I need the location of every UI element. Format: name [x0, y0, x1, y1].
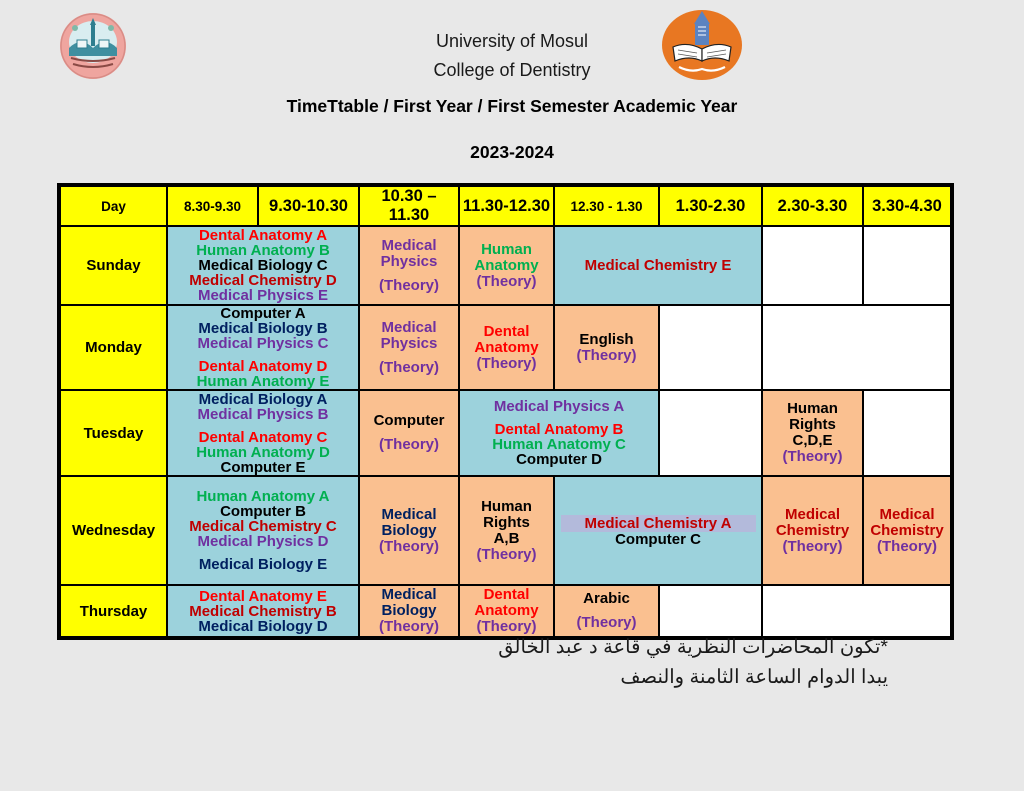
- timetable-row: [59, 305, 952, 390]
- course-line: Medical Physics B: [197, 405, 329, 423]
- course-line: Chemistry: [775, 521, 850, 539]
- course-line: (Theory): [576, 346, 637, 364]
- timetable-header-cell: 11.30-12.30: [459, 185, 554, 226]
- course-line: Computer E: [220, 458, 306, 476]
- timetable-header-cell: Day: [59, 185, 167, 226]
- course-line: Human Anatomy D: [196, 443, 330, 461]
- academic-year: 2023-2024: [470, 142, 554, 162]
- course-cell: [459, 305, 554, 390]
- course-line: (Theory): [782, 448, 843, 465]
- course-line: Human: [787, 400, 838, 417]
- course-line: Medical: [784, 505, 841, 523]
- timetable-header-cell: 8.30-9.30: [167, 185, 258, 226]
- course-cell: [863, 476, 952, 585]
- course-cell: [554, 585, 659, 638]
- course-line: A,B: [493, 529, 520, 547]
- course-cell: [459, 226, 554, 305]
- course-cell: [359, 390, 459, 476]
- day-cell: Wednesday: [59, 476, 167, 585]
- course-line: Human: [481, 497, 532, 515]
- course-line: Medical Biology D: [198, 617, 328, 635]
- timetable-header-cell: 12.30 - 1.30: [554, 185, 659, 226]
- course-line: Anatomy: [474, 602, 539, 619]
- course-line: Medical Chemistry D: [189, 272, 337, 289]
- course-line: Medical: [381, 236, 437, 254]
- course-cell: [762, 226, 863, 305]
- footnote-line-1: *تكون المحاضرات النظرية في قاعة د عبد الخالق: [498, 636, 888, 658]
- course-line: Human Anatomy E: [196, 373, 330, 390]
- course-line: Biology: [381, 521, 437, 539]
- university-name: University of Mosul: [435, 31, 589, 51]
- college-name: College of Dentistry: [433, 60, 591, 80]
- course-line: (Theory): [476, 354, 537, 372]
- course-cell: [762, 476, 863, 585]
- course-line: Medical Biology E: [198, 556, 328, 573]
- course-line: (Theory): [379, 537, 439, 555]
- course-line: (Theory): [379, 618, 439, 635]
- course-line: Chemistry: [870, 521, 944, 539]
- footnote: [498, 632, 888, 692]
- course-line: (Theory): [576, 614, 637, 631]
- course-line: Human: [481, 240, 532, 258]
- course-line: Medical: [381, 505, 437, 523]
- timetable-row: [59, 226, 952, 305]
- course-line: Medical: [381, 586, 437, 603]
- course-cell: [167, 226, 359, 305]
- course-line: (Theory): [379, 276, 439, 294]
- course-cell: [554, 305, 659, 390]
- course-line: Dental Anatomy D: [198, 358, 328, 375]
- day-cell: Monday: [59, 305, 167, 390]
- course-cell: [659, 585, 762, 638]
- course-cell: [359, 476, 459, 585]
- course-line: (Theory): [782, 537, 843, 555]
- course-line: Dental Anatomy A: [198, 227, 328, 244]
- course-cell: [459, 476, 554, 585]
- course-line: Rights: [789, 416, 836, 433]
- course-line: Medical Chemistry B: [189, 602, 337, 620]
- course-cell: [554, 226, 762, 305]
- course-line: Human Anatomy C: [492, 436, 626, 453]
- course-line: Computer D: [516, 451, 602, 468]
- course-line: Computer A: [220, 305, 306, 322]
- course-line: English: [579, 330, 634, 348]
- timetable: [57, 183, 954, 640]
- course-line: Computer C: [615, 530, 701, 548]
- course-line: Medical Physics A: [493, 398, 625, 415]
- course-line: Medical Chemistry E: [584, 257, 732, 274]
- course-line: Dental: [483, 586, 530, 603]
- course-cell: [762, 585, 952, 638]
- course-line: Dental Anatomy E: [199, 587, 327, 605]
- course-line: Medical Physics E: [197, 287, 329, 304]
- course-line: Physics: [380, 252, 438, 270]
- university-header: [0, 27, 1024, 85]
- course-line: Anatomy: [474, 338, 539, 356]
- course-line: Medical Biology A: [198, 390, 328, 408]
- timetable-header-row: [59, 185, 952, 226]
- course-line: Medical Biology C: [198, 257, 328, 274]
- course-line: Physics: [380, 334, 438, 352]
- course-line: Medical Physics C: [197, 335, 329, 352]
- timetable-row: [59, 390, 952, 476]
- footnote-line-2: يبدا الدوام الساعة الثامنة والنصف: [620, 666, 888, 688]
- course-cell: [167, 305, 359, 390]
- course-line: Computer B: [220, 503, 306, 520]
- course-line: (Theory): [476, 618, 537, 635]
- highlighted-course: Medical Chemistry A: [561, 515, 756, 532]
- course-line: Human Anatomy A: [196, 488, 330, 505]
- day-cell: Tuesday: [59, 390, 167, 476]
- course-line: Dental Anatomy B: [494, 421, 624, 438]
- timetable-row: [59, 476, 952, 585]
- course-line: (Theory): [877, 537, 937, 555]
- course-line: (Theory): [379, 436, 439, 453]
- timetable-header-cell: 3.30-4.30: [863, 185, 952, 226]
- course-cell: [459, 390, 659, 476]
- course-cell: [359, 226, 459, 305]
- course-line: Dental: [483, 322, 530, 340]
- course-line: Anatomy: [474, 256, 539, 274]
- course-cell: [359, 305, 459, 390]
- timetable-header-cell: 10.30 – 11.30: [359, 185, 459, 226]
- course-line: Arabic: [583, 590, 630, 607]
- day-cell: Thursday: [59, 585, 167, 638]
- course-line: (Theory): [379, 358, 439, 376]
- timetable-header-cell: 9.30-10.30: [258, 185, 359, 226]
- course-line: (Theory): [476, 545, 537, 563]
- course-line: Computer: [373, 412, 445, 429]
- course-cell: [167, 476, 359, 585]
- page-title: TimeTtable / First Year / First Semester Academic Year: [286, 96, 738, 116]
- course-line: Dental Anatomy C: [198, 428, 328, 446]
- course-line: Human Anatomy B: [196, 242, 330, 259]
- course-line: Medical Physics D: [197, 533, 329, 550]
- timetable-header-cell: 2.30-3.30: [762, 185, 863, 226]
- course-cell: [762, 390, 863, 476]
- day-cell: Sunday: [59, 226, 167, 305]
- course-line: Biology: [381, 602, 437, 619]
- course-line: Rights: [483, 513, 530, 531]
- course-cell: [459, 585, 554, 638]
- course-cell: [659, 305, 762, 390]
- timetable-header-cell: 1.30-2.30: [659, 185, 762, 226]
- course-cell: [659, 390, 762, 476]
- course-cell: [863, 226, 952, 305]
- timetable-row: [59, 585, 952, 638]
- course-cell: [167, 390, 359, 476]
- course-line: Medical Biology B: [198, 320, 328, 337]
- course-line: Medical Chemistry C: [189, 518, 337, 535]
- course-cell: [863, 390, 952, 476]
- course-cell: [359, 585, 459, 638]
- course-cell: [167, 585, 359, 638]
- course-cell: [762, 305, 952, 390]
- course-line: (Theory): [476, 272, 537, 290]
- course-line: Medical: [879, 505, 935, 523]
- course-line: Medical: [381, 318, 437, 336]
- course-line: [555, 515, 761, 532]
- course-cell: [554, 476, 762, 585]
- course-line: C,D,E: [792, 432, 833, 449]
